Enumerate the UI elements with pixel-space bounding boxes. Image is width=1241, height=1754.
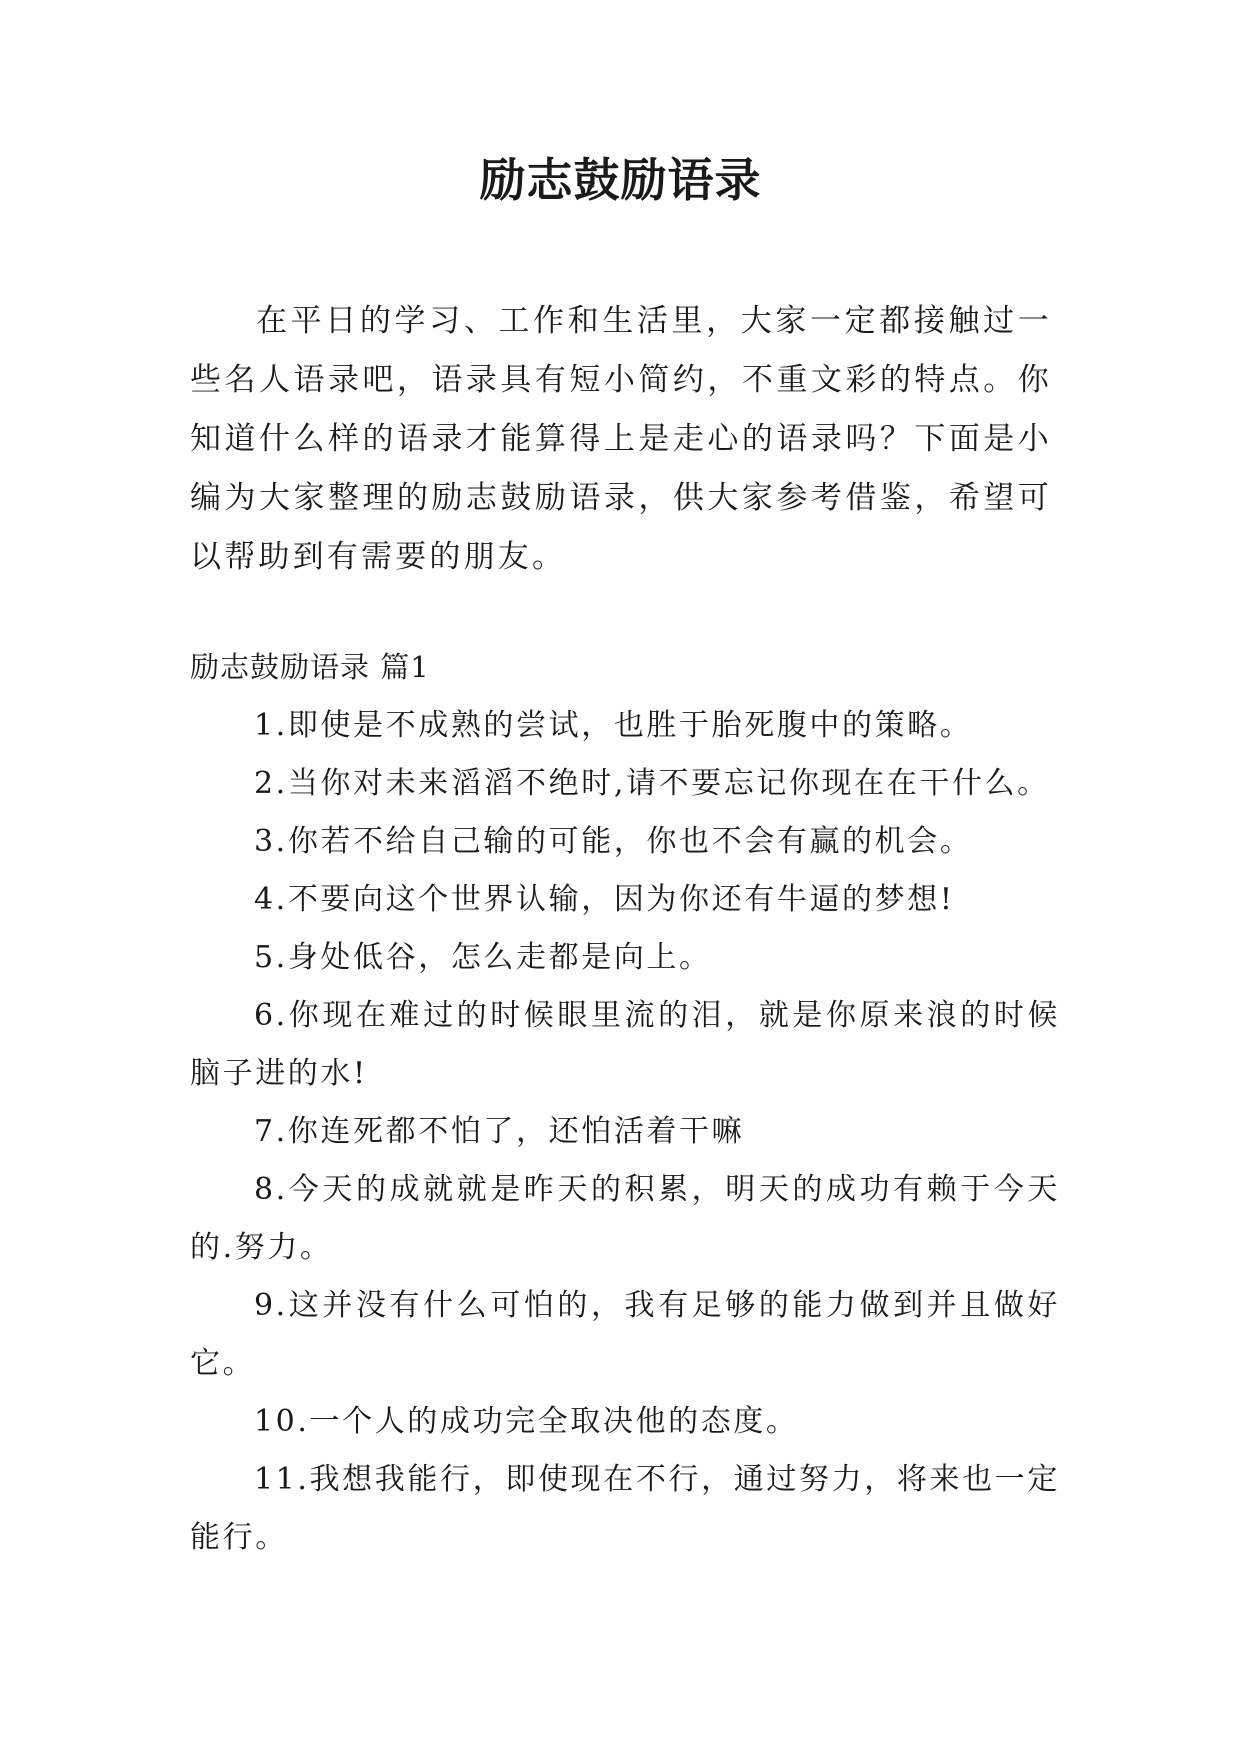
quote-item: 4.不要向这个世界认输，因为你还有牛逼的梦想! [254,882,955,917]
quote-item: 5.身处低谷，怎么走都是向上。 [254,940,712,975]
quote-item: 10.一个人的成功完全取决他的态度。 [254,1404,799,1439]
quote-item: 8.今天的成就就是昨天的积累，明天的成功有赖于今天的.努力。 [190,1172,1060,1265]
quote-item: 1.即使是不成熟的尝试，也胜于胎死腹中的策略。 [254,708,973,743]
quote-item: 6.你现在难过的时候眼里流的泪，就是你原来浪的时候脑子进的水! [190,998,1060,1091]
intro-paragraph: 在平日的学习、工作和生活里，大家一定都接触过一些名人语录吧，语录具有短小简约，不重文彩的特点。你知道什么样的语录才能算得上是走心的语录吗？下面是小编为大家整理的励志鼓励语录，供大家参考借鉴，希望可以帮助到有需要的朋友。 [190,303,1052,575]
quote-item: 7.你连死都不怕了，还怕活着干嘛 [254,1114,745,1149]
section-heading: 励志鼓励语录 篇1 [190,650,430,684]
quote-item: 2.当你对未来滔滔不绝时,请不要忘记你现在在干什么。 [254,766,1050,801]
quote-item: 11.我想我能行，即使现在不行，通过努力，将来也一定能行。 [190,1462,1060,1555]
quote-item: 9.这并没有什么可怕的，我有足够的能力做到并且做好它。 [190,1288,1060,1381]
document-title: 励志鼓励语录 [479,153,762,207]
quote-item: 3.你若不给自己输的可能，你也不会有赢的机会。 [254,824,973,859]
quotes-section [190,640,1060,1567]
